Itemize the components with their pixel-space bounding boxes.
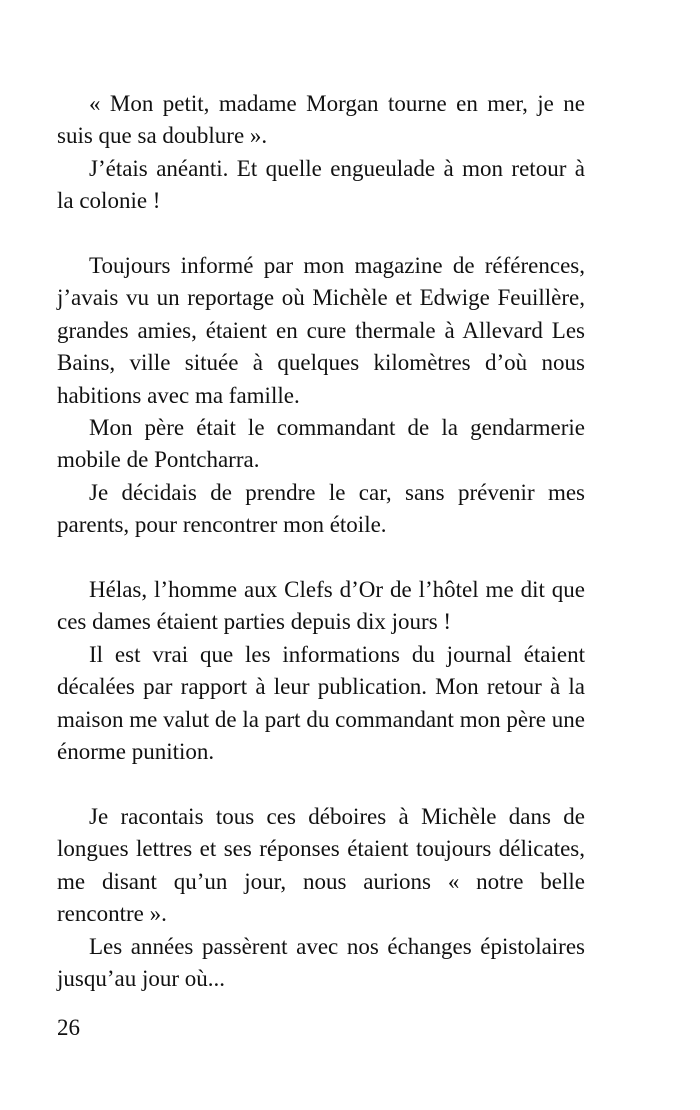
paragraph: Il est vrai que les informations du journal étaient décalées par rapport à leur publication. Mon retour à la maison me valut de la part du commandant mon père une énorme punition. [57,641,585,765]
paragraph: Hélas, l’homme aux Clefs d’Or de l’hôtel me dit que ces dames étaient parties depuis dix jours ! [57,577,585,635]
paragraph: Les années passèrent avec nos échanges épistolaires jusqu’au jour où... [57,933,585,991]
paragraph: Je décidais de prendre le car, sans prévenir mes parents, pour rencontrer mon étoile. [57,479,585,538]
page-body [57,88,585,995]
paragraph: Toujours informé par mon magazine de références, j’avais vu un reportage où Michèle et Edwige Feuillère, grandes amies, étaient en cure thermale à Allevard Les Bains, ville située à quelques kilomètres d’où nous habitions avec ma famille. [57,253,585,408]
paragraph: Je racontais tous ces déboires à Michèle dans de longues lettres et ses réponses étaient toujours délicates, me disant qu’un jour, nous aurions « notre belle rencontre ». [57,803,585,927]
paragraph: J’étais anéanti. Et quelle engueulade à mon retour à la colonie ! [57,155,585,214]
paragraph: Mon père était le commandant de la gendarmerie mobile de Pontcharra. [57,415,585,473]
page-number: 26 [57,1015,80,1040]
paragraph: « Mon petit, madame Morgan tourne en mer, je ne suis que sa doublure ». [57,91,585,149]
